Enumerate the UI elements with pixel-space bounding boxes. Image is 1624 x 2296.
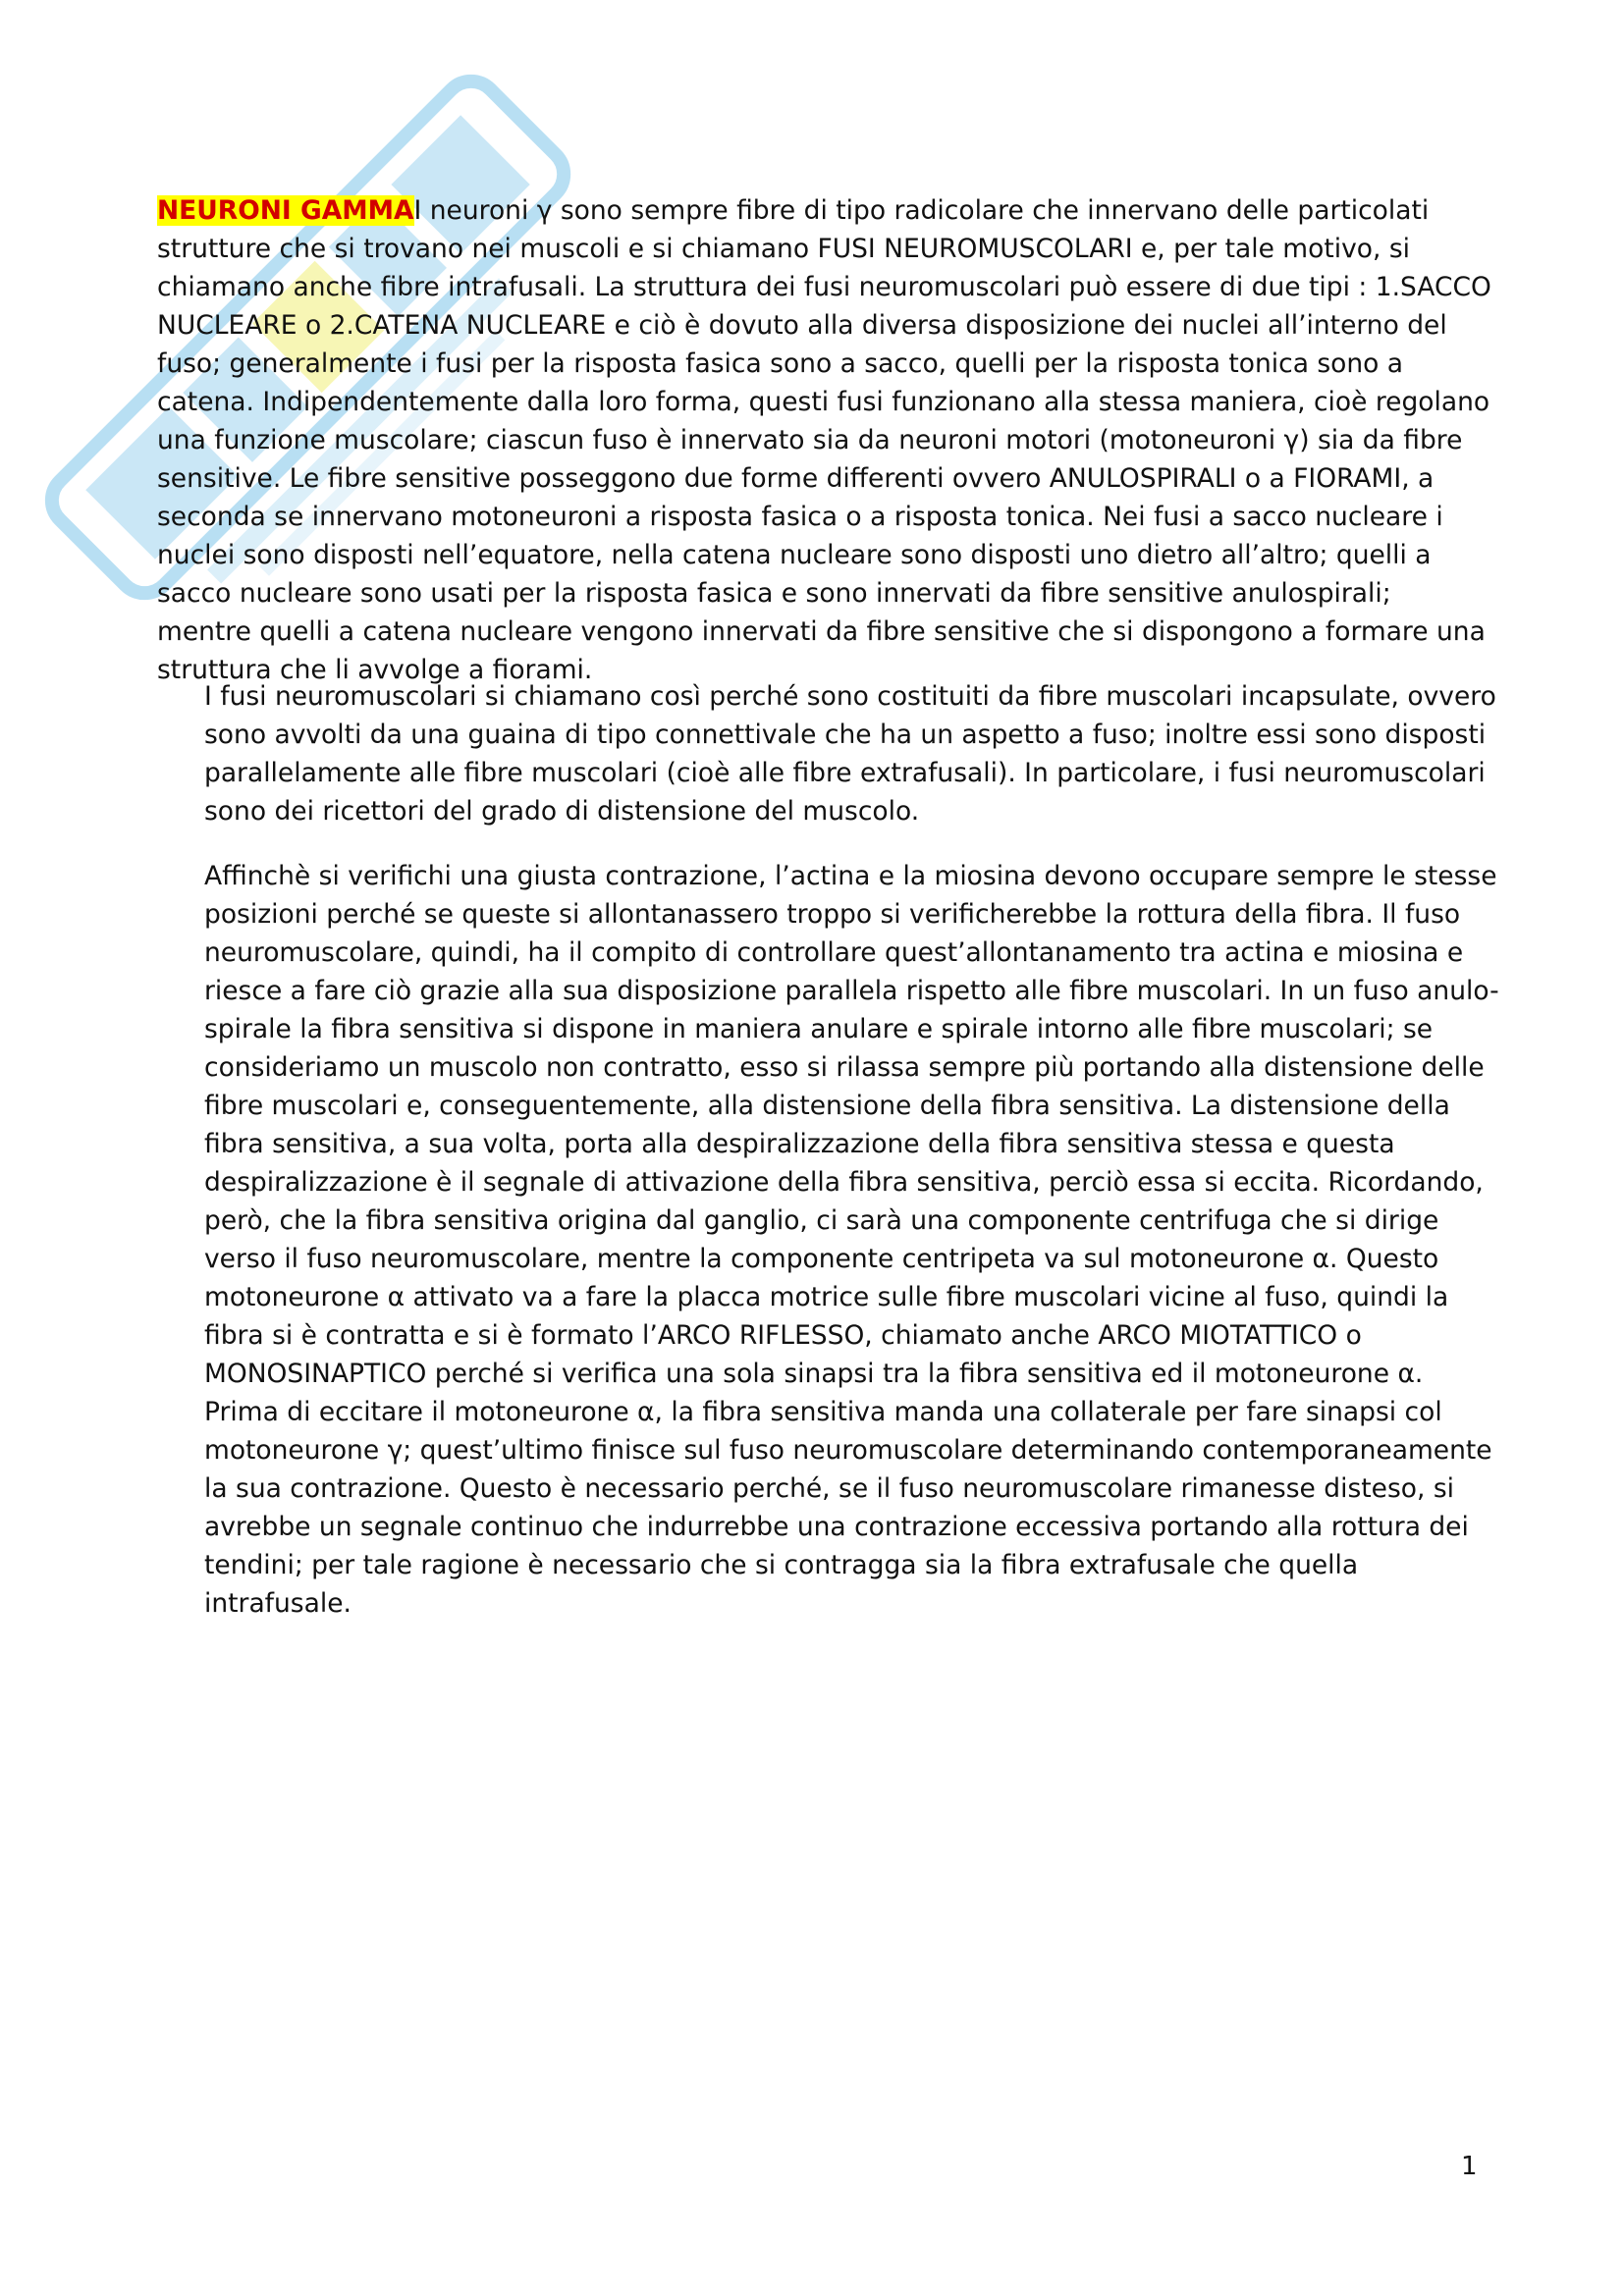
page-number: 1 <box>1461 2152 1478 2181</box>
paragraph-intro-text: I neuroni γ sono sempre fibre di tipo radicolare che innervano delle particolati strutture che si trovano nei muscoli e si chiamano FUSI NEUROMUSCOLARI e, per tale motivo, si chiamano anche fibre intrafusali. La struttura dei fusi neuromuscolari può essere di due tipi : 1.SACCO NUCLEARE o 2.CATENA NUCLEARE e ciò è dovuto alla diversa disposizione dei nuclei all’interno del fuso; generalmente i fusi per la risposta fasica sono a sacco, quelli per la risposta tonica sono a catena. Indipendentemente dalla loro forma, questi fusi funzionano alla stessa maniera, cioè regolano una funzione muscolare; ciascun fuso è innervato sia da neuroni motori (motoneuroni γ) sia da fibre sensitive. Le fibre sensitive posseggono due forme differenti ovvero ANULOSPIRALI o a FIORAMI, a seconda se innervano motoneuroni a risposta fasica o a risposta tonica. Nei fusi a sacco nucleare i nuclei sono disposti nell’equatore, nella catena nucleare sono disposti uno dietro all’altro; quelli a sacco nucleare sono usati per la risposta fasica e sono innervati da fibre sensitive anulospirali; mentre quelli a catena nucleare vengono innervati da fibre sensitive che si dispongono a formare una struttura che li avvolge a fiorami. <box>157 195 1491 685</box>
paragraph-fusi: I fusi neuromuscolari si chiamano così perché sono costituiti da fibre muscolari incapsulate, ovvero sono avvolti da una guaina di tipo connettivale che ha un aspetto a fuso; inoltre essi sono disposti parallelamente alle fibre muscolari (cioè alle fibre extrafusali). In particolare, i fusi neuromuscolari sono dei ricettori del grado di distensione del muscolo. <box>204 681 1496 827</box>
paragraph-contrazione: Affinchè si verifichi una giusta contrazione, l’actina e la miosina devono occupare sempre le stesse posizioni perché se queste si allontanassero troppo si verificherebbe la rottura della fibra. Il fuso neuromuscolare, quindi, ha il compito di controllare quest’allontanamento tra actina e miosina e riesce a fare ciò grazie alla sua disposizione parallela rispetto alle fibre muscolari. In un fuso anulo-spirale la fibra sensitiva si dispone in maniera anulare e spirale intorno alle fibre muscolari; se consideriamo un muscolo non contratto, esso si rilassa sempre più portando alla distensione delle fibre muscolari e, conseguentemente, alla distensione della fibra sensitiva. La distensione della fibra sensitiva, a sua volta, porta alla despiralizzazione della fibra sensitiva stessa e questa despiralizzazione è il segnale di attivazione della fibra sensitiva, perciò essa si eccita. Ricordando, però, che la fibra sensitiva origina dal ganglio, ci sarà una componente centrifuga che si dirige verso il fuso neuromuscolare, mentre la componente centripeta va sul motoneurone α. Questo motoneurone α attivato va a fare la placca motrice sulle fibre muscolari vicine al fuso, quindi la fibra si è contratta e si è formato l’ARCO RIFLESSO, chiamato anche ARCO MIOTATTICO o MONOSINAPTICO perché si verifica una sola sinapsi tra la fibra sensitiva ed il motoneurone α. Prima di eccitare il motoneurone α, la fibra sensitiva manda una collaterale per fare sinapsi col motoneurone γ; quest’ultimo finisce sul fuso neuromuscolare determinando contemporaneamente la sua contrazione. Questo è necessario perché, se il fuso neuromuscolare rimanesse disteso, si avrebbe un segnale continuo che indurrebbe una contrazione eccessiva portando alla rottura dei tendini; per tale ragione è necessario che si contragga sia la fibra extrafusale che quella intrafusale. <box>204 861 1499 1619</box>
paragraph-intro <box>157 191 1492 689</box>
section-heading: NEURONI GAMMA <box>157 195 414 226</box>
